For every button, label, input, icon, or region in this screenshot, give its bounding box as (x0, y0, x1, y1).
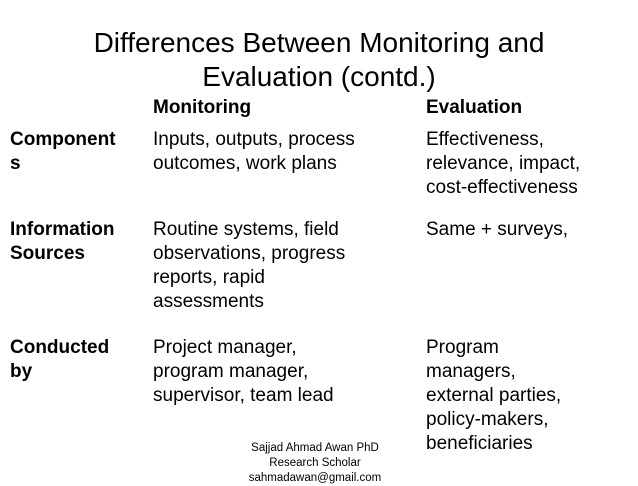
cell-line: supervisor, team lead (153, 385, 334, 406)
author-title: Research Scholar (269, 457, 361, 469)
information-sources-evaluation-cell (426, 218, 568, 242)
author-footer (226, 441, 404, 486)
row-label-line: Information (10, 219, 115, 240)
author-email: sahmadawan@gmail.com (248, 472, 382, 484)
row-label-information-sources (10, 218, 115, 266)
header-monitoring: Monitoring (153, 97, 252, 118)
cell-line: assessments (153, 291, 264, 312)
cell-line: Effectiveness, (426, 129, 544, 150)
cell-line: managers, (426, 361, 516, 382)
title-line-2: Evaluation (contd.) (202, 61, 436, 92)
cell-line: Routine systems, field (153, 219, 339, 240)
header-evaluation: Evaluation (426, 97, 523, 118)
components-monitoring-cell (153, 128, 355, 176)
author-name: Sajjad Ahmad Awan PhD (251, 442, 379, 454)
cell-line: Same + surveys, (426, 219, 569, 240)
row-label-line: Component (10, 129, 116, 150)
cell-line: beneficiaries (426, 433, 533, 454)
row-label-line: s (10, 153, 21, 174)
cell-line: outcomes, work plans (153, 153, 337, 174)
cell-line: Project manager, (153, 337, 297, 358)
information-sources-monitoring-cell (153, 218, 345, 314)
row-label-line: by (10, 361, 33, 382)
row-label-conducted-by (10, 336, 109, 384)
conducted-by-evaluation-cell (426, 336, 561, 456)
row-label-components (10, 128, 116, 176)
cell-line: relevance, impact, (426, 153, 581, 174)
cell-line: reports, rapid (153, 267, 265, 288)
cell-line: Program (426, 337, 499, 358)
row-label-line: Sources (10, 243, 85, 264)
title-line-1: Differences Between Monitoring and (93, 27, 545, 58)
cell-line: cost-effectiveness (426, 177, 578, 198)
cell-line: external parties, (426, 385, 562, 406)
conducted-by-monitoring-cell (153, 336, 334, 408)
cell-line: observations, progress (153, 243, 346, 264)
cell-line: program manager, (153, 361, 309, 382)
cell-line: Inputs, outputs, process (153, 129, 355, 150)
components-evaluation-cell (426, 128, 580, 200)
cell-line: policy-makers, (426, 409, 549, 430)
row-label-line: Conducted (10, 337, 110, 358)
